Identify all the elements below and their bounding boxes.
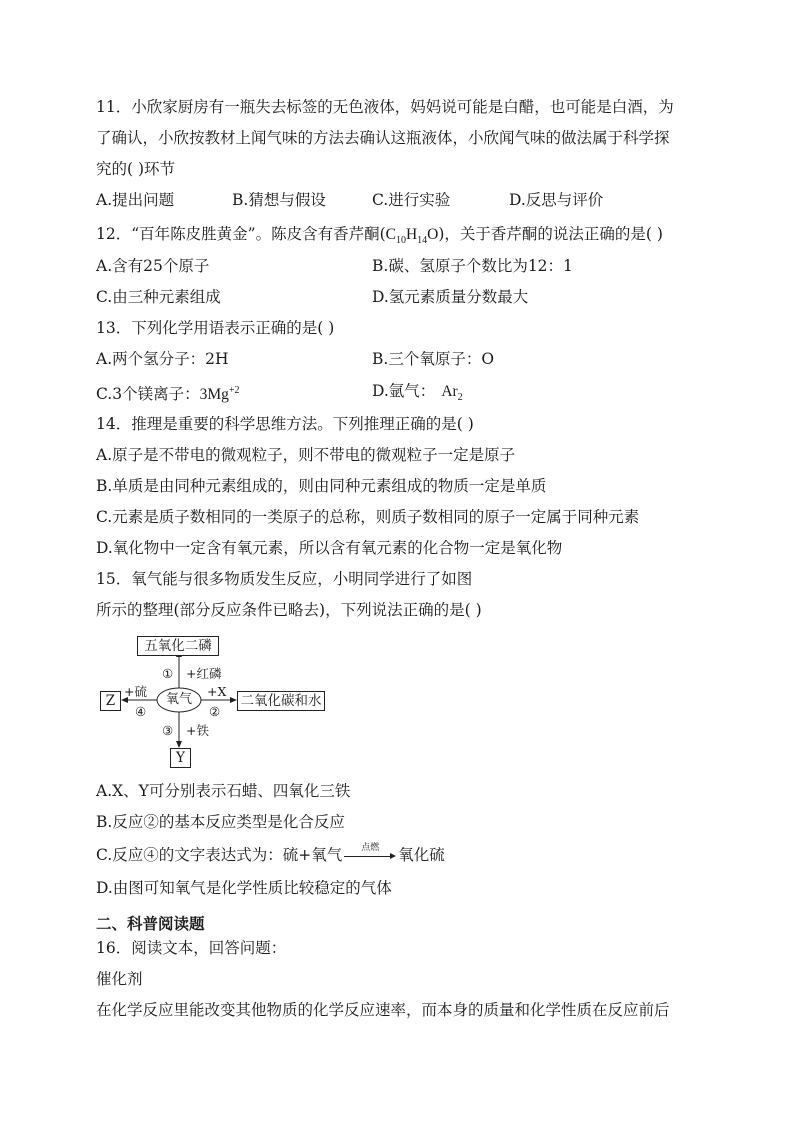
q13-option-c <box>96 381 240 405</box>
passage-paragraph: 在化学反应里能改变其他物质的化学反应速率，而本身的质量和化学性质在反应前后 <box>96 1001 670 1019</box>
arrowhead-right <box>230 697 237 703</box>
q15-option-d: D.由图可知氧气是化学性质比较稳定的气体 <box>96 879 392 897</box>
q11-option-b: B.猜想与假设 <box>232 191 326 209</box>
q11-stem-line1: 11．小欣家厨房有一瓶失去标签的无色液体，妈妈说可能是白醋，也可能是白酒，为 <box>96 98 674 116</box>
q15-stem-line1: 15．氧气能与很多物质发生反应，小明同学进行了如图 <box>96 570 473 588</box>
q14-option-c: C.元素是质子数相同的一类原子的总称，则质子数相同的原子一定属于同种元素 <box>96 508 640 526</box>
q12-stem <box>96 224 663 251</box>
q11-option-d: D.反思与评价 <box>509 191 604 209</box>
q14-option-b: B.单质是由同种元素组成的，则由同种元素组成的物质一定是单质 <box>96 477 547 495</box>
q11-option-c: C.进行实验 <box>372 191 451 209</box>
q12-option-d: D.氢元素质量分数最大 <box>372 288 529 306</box>
diagram-box-left: Z <box>100 691 121 711</box>
passage-subtitle: 催化剂 <box>96 970 143 988</box>
q15-option-c-pre: C.反应④的文字表达式为：硫+氧气 <box>96 846 343 864</box>
diagram-right-num: ② <box>209 704 221 719</box>
formula-c-sub: 10 <box>395 235 406 247</box>
q12-option-c: C.由三种元素组成 <box>96 288 221 306</box>
q12-option-b: B.碳、氢原子个数比为12：1 <box>372 257 573 275</box>
formula-h: H <box>405 226 418 243</box>
q13-option-a: A.两个氢分子：2H <box>96 350 229 368</box>
q13-stem: 13．下列化学用语表示正确的是( ) <box>96 319 335 337</box>
diagram-left-num: ④ <box>135 704 147 719</box>
q14-option-a: A.原子是不带电的微观粒子，则不带电的微观粒子一定是原子 <box>96 446 516 464</box>
diagram-center-label: 氧气 <box>166 692 193 707</box>
q13-option-d-formula: Ar <box>441 383 458 400</box>
q13-option-d-sub: 2 <box>457 392 463 404</box>
section-title: 二、科普阅读题 <box>96 914 205 933</box>
formula-c: C <box>385 226 396 243</box>
q13-option-c-label: C.3个镁离子： <box>96 385 200 404</box>
diagram-bottom-num: ③ <box>162 723 174 738</box>
reaction-arrow-line <box>344 856 392 857</box>
q15-option-a: A.X、Y可分别表示石蜡、四氧化三铁 <box>96 782 351 800</box>
diagram-box-bottom: Y <box>170 748 191 768</box>
diagram-left-reagent: +硫 <box>124 684 147 699</box>
q15-option-b: B.反应②的基本反应类型是化合反应 <box>96 813 345 831</box>
formula-o: O <box>427 226 439 243</box>
diagram-box-top: 五氧化二磷 <box>137 636 219 656</box>
reaction-condition-label: 点燃 <box>361 843 380 853</box>
diagram-right-reagent: +X <box>207 684 227 699</box>
q13-option-d <box>372 381 463 408</box>
q13-option-d-label: D.氩气： <box>372 382 436 400</box>
q12-formula <box>385 226 439 247</box>
diagram-top-reagent: +红磷 <box>186 666 222 681</box>
reaction-arrow-head <box>390 853 396 859</box>
arrowhead-bottom <box>176 741 182 748</box>
q14-option-d: D.氧化物中一定含有氧元素，所以含有氧元素的化合物一定是氧化物 <box>96 539 563 557</box>
q11-stem-line2: 了确认，小欣按教材上闻气味的方法去确认这瓶液体，小欣闻气味的做法属于科学探 <box>96 129 670 147</box>
q15-option-c-post: 氧化硫 <box>398 846 445 864</box>
q15-option-c <box>96 845 445 865</box>
q12-option-a: A.含有25个原子 <box>96 257 210 275</box>
q14-stem: 14．推理是重要的科学思维方法。下列推理正确的是( ) <box>96 415 474 433</box>
diagram-bottom-reagent: +铁 <box>186 723 209 738</box>
q12-stem-pre: 12．“百年陈皮胜黄金”。陈皮含有香芹酮( <box>96 225 386 243</box>
q13-option-b: B.三个氧原子：O <box>372 350 495 368</box>
q12-stem-post: )，关于香芹酮的说法正确的是( ) <box>438 225 663 243</box>
q11-stem-line3: 究的( )环节 <box>96 160 176 178</box>
q11-option-a: A.提出问题 <box>96 191 175 209</box>
formula-h-sub: 14 <box>417 235 428 247</box>
diagram-top-num: ① <box>162 666 174 681</box>
reaction-condition-arrow <box>344 845 396 865</box>
q16-stem: 16．阅读文本，回答问题： <box>96 939 287 957</box>
q15-stem-line2: 所示的整理(部分反应条件已略去)，下列说法正确的是( ) <box>96 601 482 619</box>
q13-option-c-formula: 3Mg <box>199 386 229 404</box>
q13-option-c-charge: +2 <box>228 385 240 396</box>
diagram-box-right: 二氧化碳和水 <box>237 691 325 711</box>
